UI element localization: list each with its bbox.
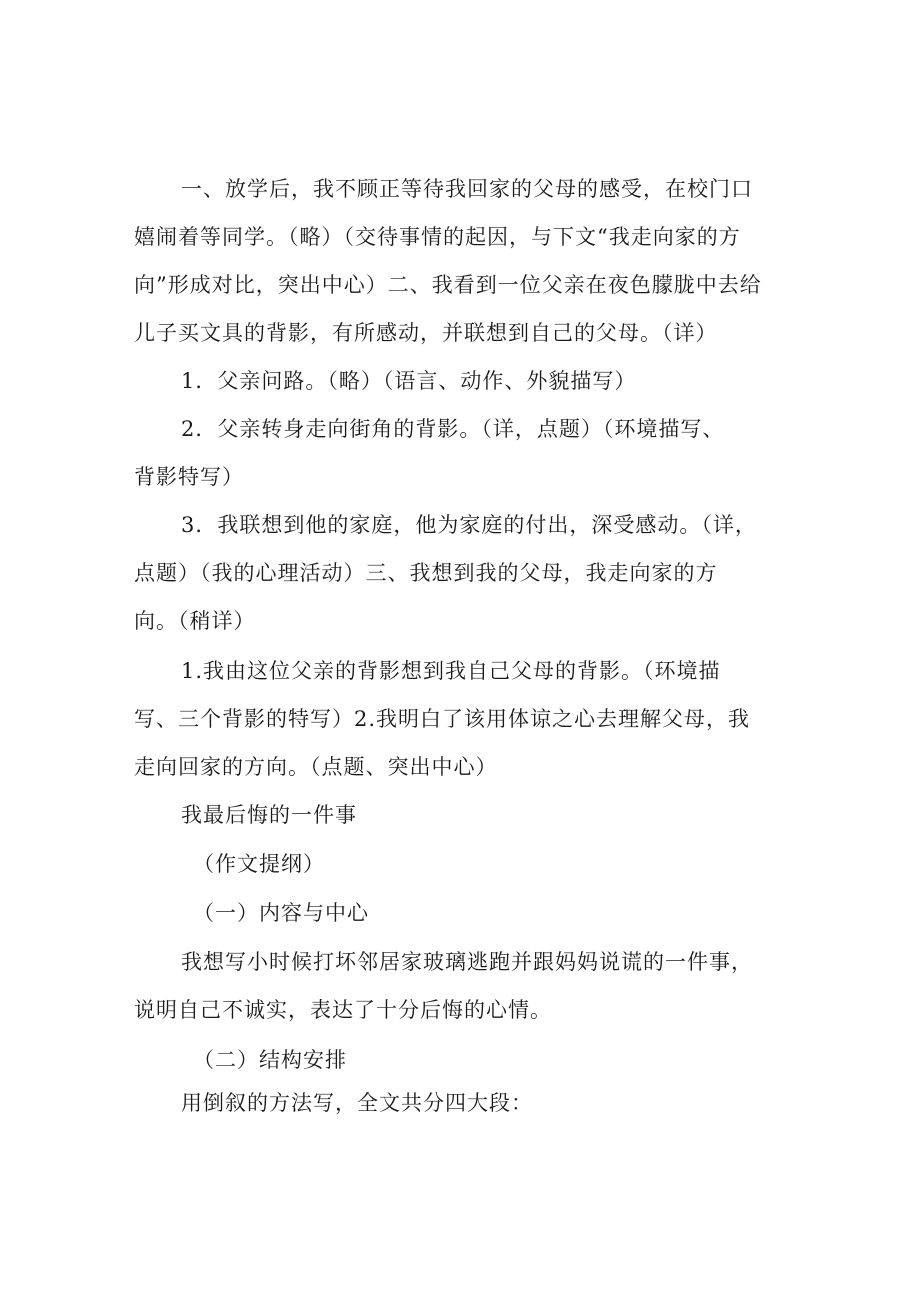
text-line: 写、三个背影的特写）2.我明白了该用体谅之心去理解父母，我 <box>134 707 751 731</box>
section-heading: （二）结构安排 <box>193 1048 347 1072</box>
section-title: 我最后悔的一件事 <box>181 803 357 827</box>
text-line: 1.我由这位父亲的背影想到我自己父母的背影。（环境描 <box>181 659 721 683</box>
text-line: 我想写小时候打坏邻居家玻璃逃跑并跟妈妈说谎的一件事， <box>181 950 753 974</box>
text-line: 背影特写） <box>134 465 244 489</box>
text-line: 向。（稍详） <box>134 609 256 633</box>
text-line: 2．父亲转身走向街角的背影。（详，点题）（环境描写、 <box>181 417 725 441</box>
text-line: 1．父亲问路。（略）（语言、动作、外貌描写） <box>181 369 637 393</box>
text-line: 向”形成对比，突出中心）二、我看到一位父亲在夜色朦胧中去给 <box>134 273 762 297</box>
text-line: 儿子买文具的背影，有所感动，并联想到自己的父母。（详） <box>134 321 718 345</box>
text-line: 点题）（我的心理活动）三、我想到我的父母，我走向家的方 <box>134 561 718 585</box>
text-line: 走向回家的方向。（点题、突出中心） <box>134 755 498 779</box>
text-line: 一、放学后，我不顾正等待我回家的父母的感受，在校门口 <box>181 177 753 201</box>
text-line: 嬉闹着等同学。（略）（交待事情的起因，与下文“我走向家的方 <box>134 225 741 249</box>
text-line: 用倒叙的方法写，全文共分四大段： <box>181 1091 533 1115</box>
section-heading: （一）内容与中心 <box>193 901 369 925</box>
text-line: 3．我联想到他的家庭，他为家庭的付出，深受感动。（详， <box>181 513 757 537</box>
text-line: 说明自己不诚实，表达了十分后悔的心情。 <box>134 998 552 1022</box>
section-subtitle: （作文提纲） <box>193 852 325 876</box>
